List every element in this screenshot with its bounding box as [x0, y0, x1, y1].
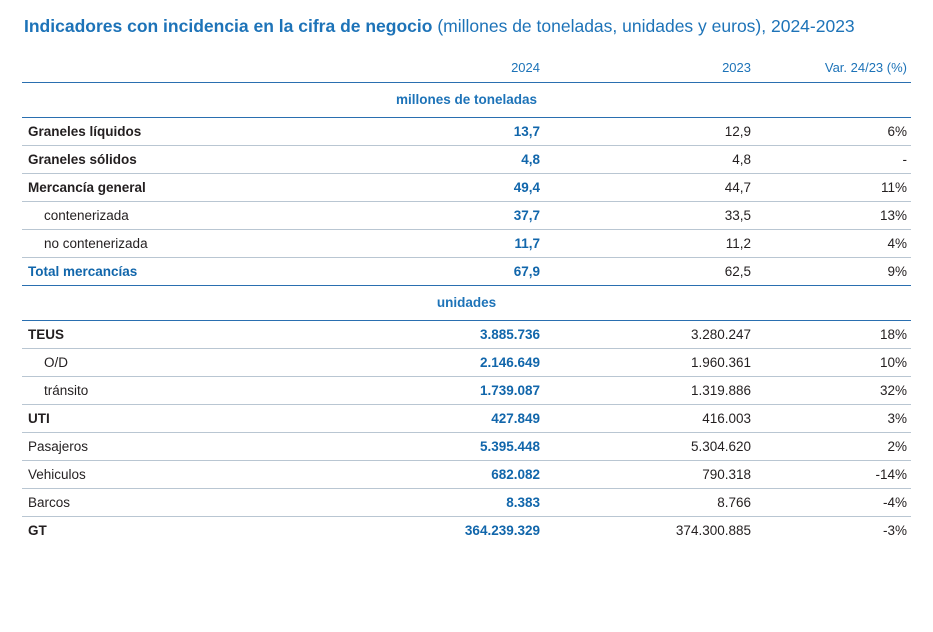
row-label: O/D	[22, 349, 347, 377]
table-row	[22, 118, 911, 146]
table-row	[22, 349, 911, 377]
table-row	[22, 377, 911, 405]
row-value-2024: 13,7	[347, 118, 562, 146]
table-row	[22, 461, 911, 489]
indicators-table	[22, 60, 911, 544]
table-row	[22, 433, 911, 461]
row-value-variation: 13%	[767, 202, 911, 230]
row-value-2023: 4,8	[562, 146, 767, 174]
row-value-2023: 33,5	[562, 202, 767, 230]
row-value-2023: 11,2	[562, 230, 767, 258]
row-value-variation: 3%	[767, 405, 911, 433]
row-value-2024: 67,9	[513, 264, 540, 279]
row-label: UTI	[22, 405, 347, 433]
row-label: no contenerizada	[22, 230, 347, 258]
row-value-2023: 374.300.885	[675, 523, 751, 538]
row-value-2023: 12,9	[562, 118, 767, 146]
row-value-variation: 4%	[767, 230, 911, 258]
section-header-row	[22, 83, 911, 118]
row-label: tránsito	[22, 377, 347, 405]
row-value-2023: 62,5	[724, 264, 751, 279]
row-value-2023: 416.003	[562, 405, 767, 433]
table-row	[22, 146, 911, 174]
row-value-variation: 11%	[767, 174, 911, 202]
row-label: Mercancía general	[22, 174, 347, 202]
table-row	[22, 202, 911, 230]
table-row	[22, 405, 911, 433]
row-value-variation: -4%	[767, 489, 911, 517]
row-value-variation: 2%	[767, 433, 911, 461]
row-label: Barcos	[22, 489, 347, 517]
column-header-label	[22, 60, 347, 83]
column-header-variation: Var. 24/23 (%)	[824, 60, 907, 75]
row-value-variation: -3%	[882, 523, 907, 538]
table-row	[22, 258, 911, 286]
row-value-variation: 32%	[767, 377, 911, 405]
table-head	[22, 60, 911, 83]
row-value-2024: 37,7	[347, 202, 562, 230]
row-value-variation: -	[767, 146, 911, 174]
row-value-variation: -14%	[767, 461, 911, 489]
row-value-2023: 8.766	[562, 489, 767, 517]
row-value-2023: 44,7	[562, 174, 767, 202]
row-value-variation: 18%	[767, 321, 911, 349]
row-value-2024: 8.383	[347, 489, 562, 517]
row-value-2024: 5.395.448	[347, 433, 562, 461]
row-value-2024: 2.146.649	[347, 349, 562, 377]
table-row	[22, 230, 911, 258]
column-header-2023: 2023	[722, 60, 751, 75]
page-title-light: (millones de toneladas, unidades y euros), 2024-2023	[432, 16, 855, 36]
table-row	[22, 489, 911, 517]
row-value-variation: 9%	[887, 264, 907, 279]
row-label: Graneles líquidos	[22, 118, 347, 146]
row-label: Pasajeros	[22, 433, 347, 461]
row-value-2023: 790.318	[562, 461, 767, 489]
row-value-2024: 682.082	[347, 461, 562, 489]
row-value-2024: 49,4	[347, 174, 562, 202]
row-value-variation: 6%	[767, 118, 911, 146]
header-row	[22, 60, 911, 83]
row-value-2023: 3.280.247	[562, 321, 767, 349]
row-value-variation: 10%	[767, 349, 911, 377]
row-label: Total mercancías	[28, 264, 138, 279]
row-label: TEUS	[22, 321, 347, 349]
table-body	[22, 83, 911, 545]
section-header-row	[22, 286, 911, 321]
row-label: contenerizada	[22, 202, 347, 230]
section-title: millones de toneladas	[22, 83, 911, 118]
row-value-2023: 5.304.620	[562, 433, 767, 461]
row-value-2024: 1.739.087	[347, 377, 562, 405]
row-label: Vehiculos	[22, 461, 347, 489]
row-value-2024: 4,8	[347, 146, 562, 174]
table-row	[22, 321, 911, 349]
page-title-strong: Indicadores con incidencia en la cifra de negocio	[24, 16, 433, 36]
row-value-2024: 11,7	[347, 230, 562, 258]
row-label: GT	[28, 523, 47, 538]
row-label: Graneles sólidos	[22, 146, 347, 174]
table-row	[22, 517, 911, 545]
row-value-2024: 364.239.329	[464, 523, 540, 538]
row-value-2023: 1.319.886	[562, 377, 767, 405]
row-value-2024: 427.849	[347, 405, 562, 433]
page-title	[22, 14, 909, 38]
row-value-2024: 3.885.736	[347, 321, 562, 349]
table-row	[22, 174, 911, 202]
row-value-2023: 1.960.361	[562, 349, 767, 377]
section-title: unidades	[22, 286, 911, 321]
column-header-2024: 2024	[511, 60, 540, 75]
